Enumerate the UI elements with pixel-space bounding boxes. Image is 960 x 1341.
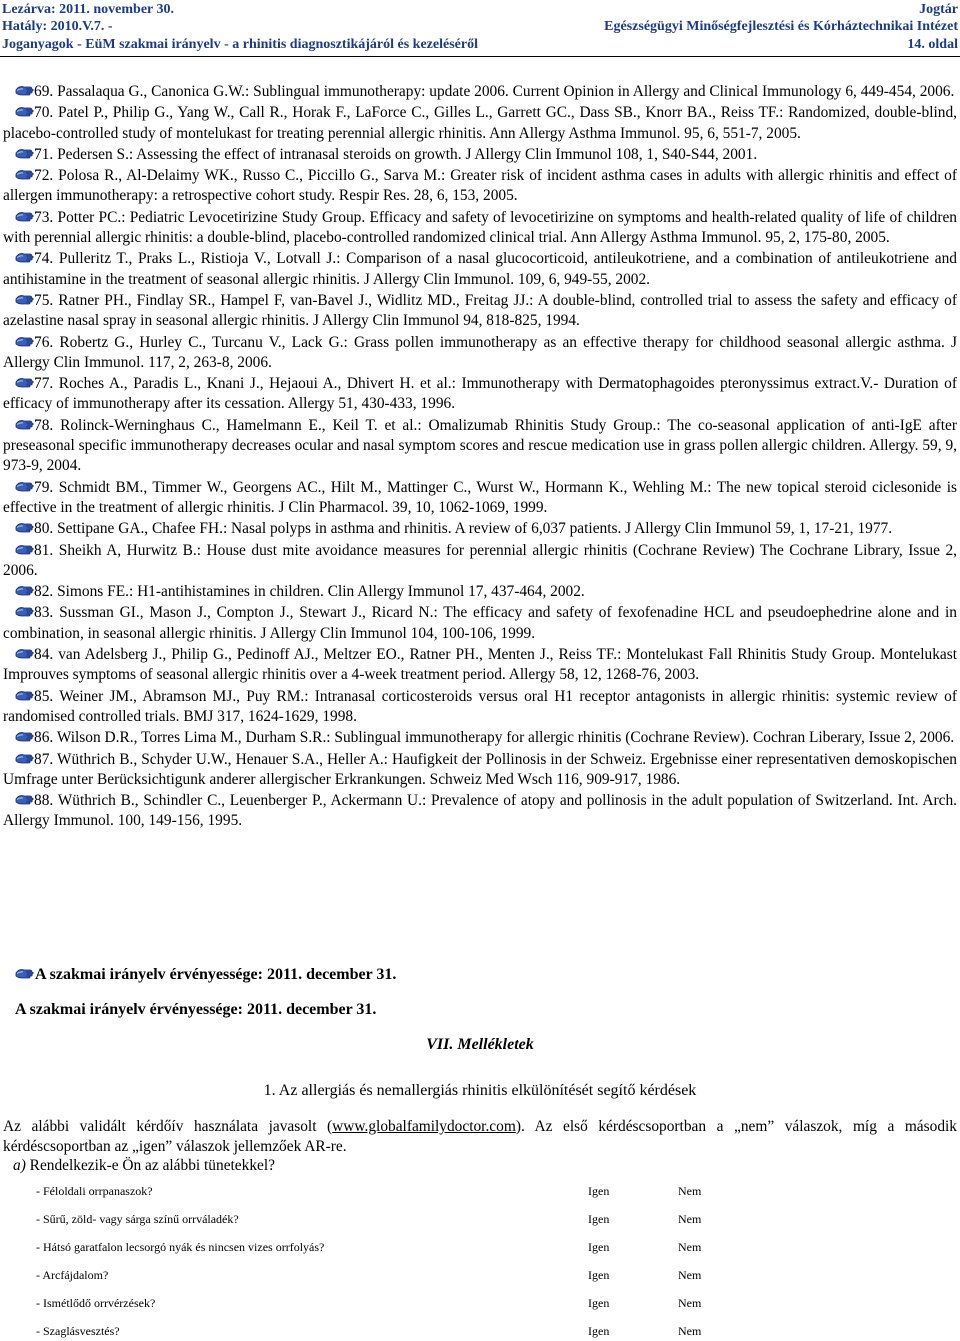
link-hand-icon[interactable] (15, 105, 34, 119)
header-document-title: Joganyagok - EüM szakmai irányelv - a rhinitis diagnosztikájáról és kezeléséről (2, 37, 478, 52)
reference-item (3, 687, 957, 728)
reference-text: Potter PC.: Pediatric Levocetirizine Study Group. Efficacy and safety of levocetirizine on symptoms and health-related quality of life of children with perennial allergic rhinitis: a double-blind, placebo-controlled randomized clinical trial. Ann Allergy Asthma Immunol. 95, 2, 175-80, 2005. (3, 208, 957, 247)
answer-no[interactable]: Nem (678, 1240, 702, 1254)
intro-text-before: Az alábbi validált kérdőív használata javasolt ( (3, 1118, 333, 1135)
reference-item (3, 541, 957, 582)
reference-number: 82. (34, 583, 54, 601)
reference-text: Sussman GI., Mason J., Compton J., Stewart J., Ricard N.: The efficacy and safety of fexofenadine HCL and pseudoephedrine alone and in combination, in seasonal allergic rhinitis. J Allergy Clin Immunol 104, 100-106, 1999. (3, 604, 957, 642)
reference-text: Sheikh A, Hurwitz B.: House dust mite avoidance measures for perennial allergic rhinitis (Cochrane Review) The Cochrane Library, Issue 2, 2006. (3, 541, 957, 579)
symptom-question: - Szaglásvesztés? (36, 1324, 120, 1338)
reference-item (3, 145, 957, 165)
link-hand-icon[interactable] (15, 376, 34, 390)
reference-item (3, 374, 957, 415)
symptom-row (36, 1184, 736, 1212)
answer-yes[interactable]: Igen (588, 1296, 610, 1310)
link-hand-icon[interactable] (15, 605, 34, 619)
reference-item (3, 478, 957, 519)
link-hand-icon[interactable] (15, 335, 34, 349)
reference-number: 87. (34, 750, 54, 768)
reference-item (3, 728, 957, 748)
link-hand-icon (15, 967, 34, 981)
symptom-row (36, 1240, 736, 1268)
reference-number: 77. (34, 375, 54, 393)
header-institute: Egészségügyi Minőségfejlesztési és Kórháztechnikai Intézet (604, 19, 958, 34)
link-hand-icon[interactable] (15, 418, 34, 432)
reference-number: 88. (34, 792, 54, 810)
reference-item (3, 519, 957, 539)
reference-text: Rolinck-Werninghaus C., Hamelmann E., Keil T. et al.: Omalizumab Rhinitis Study Group.: The co-seasonal application of anti-IgE after preseasonal specific immunotherapy decreases ocular and nasal symptom scores and rescue medication use in grass pollen allergic children. Allergy. 59, 9, 973-9, 2004. (3, 416, 957, 475)
reference-number: 76. (34, 333, 54, 351)
reference-number: 69. (34, 83, 54, 100)
section-title: VII. Mellékletek (426, 1036, 534, 1053)
answer-yes[interactable]: Igen (588, 1324, 610, 1338)
reference-item (3, 208, 957, 249)
header-effective-date: Hatály: 2010.V.7. - (2, 19, 113, 34)
link-hand-icon[interactable] (15, 147, 34, 161)
symptom-list (36, 1184, 736, 1341)
symptom-row (36, 1296, 736, 1324)
symptom-question: - Ismétlődő orrvérzések? (36, 1296, 156, 1310)
reference-item (3, 603, 957, 644)
answer-no[interactable]: Nem (678, 1296, 702, 1310)
reference-number: 74. (34, 250, 54, 268)
validity-linked[interactable] (15, 966, 396, 984)
reference-text: Robertz G., Hurley C., Turcanu V., Lack G.: Grass pollen immunotherapy as an effective therapy for childhood seasonal allergic asthma. J Allergy Clin Immunol. 117, 2, 263-8, 2006. (3, 333, 957, 371)
symptom-question: - Arcfájdalom? (36, 1268, 109, 1282)
symptom-question: - Féloldali orrpanaszok? (36, 1184, 153, 1198)
reference-item (3, 791, 957, 832)
symptom-row (36, 1212, 736, 1240)
reference-text: Settipane GA., Chafee FH.: Nasal polyps in asthma and rhinitis. A review of 6,037 patients. J Allergy Clin Immunol 59, 1, 17-21, 1977. (53, 520, 893, 538)
answer-no[interactable]: Nem (678, 1212, 702, 1226)
reference-number: 75. (34, 291, 54, 309)
reference-item (3, 103, 957, 144)
appendix-title: 1. Az allergiás és nemallergiás rhinitis elkülönítését segítő kérdések (263, 1082, 697, 1099)
symptom-question: - Sűrű, zöld- vagy sárga színű orrváladék? (36, 1212, 239, 1226)
reference-item (3, 416, 957, 477)
reference-text: Polosa R., Al-Delaimy WK., Russo C., Piccillo G., Sarva M.: Greater risk of incident asthma cases in adults with allergic rhinitis and effect of allergen immunotherapy: a retrospective cohort study. Respir Res. 28, 6, 153, 2005. (3, 167, 957, 205)
reference-number: 70. (34, 104, 54, 122)
reference-item (3, 166, 957, 207)
answer-no[interactable]: Nem (678, 1184, 702, 1198)
link-hand-icon[interactable] (15, 168, 34, 182)
reference-text: Roches A., Paradis L., Knani J., Hejaoui A., Dhivert H. et al.: Immunotherapy with Dermatophagoides pteronyssimus extract.V.- Duration of efficacy of immunotherapy after its cessation. Allergy 51, 430-433, 1996. (3, 375, 957, 413)
reference-number: 83. (34, 604, 54, 622)
symptom-question: - Hátsó garatfalon lecsorgó nyák és nincsen vizes orrfolyás? (36, 1240, 325, 1254)
reference-item (3, 750, 957, 791)
answer-yes[interactable]: Igen (588, 1212, 610, 1226)
reference-text: Ratner PH., Findlay SR., Hampel F, van-Bavel J., Widlitz MD., Freitag JJ.: A double-blind, controlled trial to assess the safety and efficacy of azelastine nasal spray in seasonal allergic rhinitis. J Allergy Clin Immunol 94, 818-825, 1994. (3, 291, 957, 330)
reference-text: van Adelsberg J., Philip G., Pedinoff AJ., Meltzer EO., Ratner PH., Menten J., Reiss TF.: Montelukast Fall Rhinitis Study Group. Montelukast Improuves symptoms of seasonal allergic rhinitis over a 4-week treatment period. Allergy 58, 12, 1268-76, 2003. (3, 646, 957, 684)
reference-item (3, 333, 957, 374)
answer-yes[interactable]: Igen (588, 1240, 610, 1254)
link-hand-icon[interactable] (15, 84, 34, 98)
reference-number: 79. (34, 478, 54, 496)
reference-list (3, 82, 957, 832)
reference-text: Passalaqua G., Canonica G.W.: Sublingual immunotherapy: update 2006. Current Opinion in Allergy and Clinical Immunology 6, 449-454, 2006. (53, 83, 955, 100)
question-a-text: Rendelkezik-e Ön az alábbi tünetekkel? (25, 1157, 275, 1174)
validity-statement: A szakmai irányelv érvényessége: 2011. december 31. (15, 1001, 377, 1018)
reference-text: Schmidt BM., Timmer W., Georgens AC., Hilt M., Mattinger C., Wurst W., Hormann K., Wehling M.: The new topical steroid ciclesonide is effective in the treatment of allergic rhinitis. J Clin Pharmacol. 39, 10, 1062-1069, 1999. (3, 478, 957, 516)
reference-number: 85. (34, 687, 54, 705)
answer-yes[interactable]: Igen (588, 1268, 610, 1282)
link-hand-icon[interactable] (15, 251, 34, 265)
reference-text: Pedersen S.: Assessing the effect of intranasal steroids on growth. J Allergy Clin Immunol 108, 1, S40-S44, 2001. (53, 145, 758, 163)
link-hand-icon[interactable] (15, 293, 34, 307)
reference-number: 81. (34, 541, 54, 559)
reference-item (3, 249, 957, 290)
intro-text-after: ). Az első kérdéscsoportban a „nem” válaszok, míg a második kérdéscsoportban az „igen” válaszok jellemzőek AR-re. (3, 1118, 957, 1156)
reference-text: Wilson D.R., Torres Lima M., Durham S.R.: Sublingual immunotherapy for allergic rhinitis (Cochrane Review). Cochran Liberary, Issue 2, 2006. (53, 729, 955, 747)
reference-number: 84. (34, 646, 54, 664)
reference-item (3, 291, 957, 332)
question-a-marker: a) (13, 1157, 26, 1174)
reference-text: Pulleritz T., Praks L., Ristioja V., Lotvall J.: Comparison of a nasal glucocorticoid, antileukotriene, and a combination of antileukotriene and antihistamine in the treatment of seasonal allergic rhinitis. J Allergy Clin Immunol. 109, 6, 949-55, 2002. (3, 250, 957, 288)
answer-no[interactable]: Nem (678, 1268, 702, 1282)
reference-item (3, 645, 957, 686)
link-hand-icon[interactable] (15, 480, 34, 494)
link-hand-icon[interactable] (15, 543, 34, 557)
link-hand-icon[interactable] (15, 689, 34, 703)
reference-number: 78. (34, 416, 54, 434)
intro-paragraph (3, 1117, 957, 1158)
link-hand-icon[interactable] (15, 730, 34, 744)
reference-number: 86. (34, 729, 54, 747)
header-page-number: 14. oldal (907, 37, 958, 52)
header-closing-date: Lezárva: 2011. november 30. (2, 2, 174, 17)
link-hand-icon[interactable] (15, 210, 34, 224)
symptom-row (36, 1268, 736, 1296)
reference-number: 80. (34, 520, 54, 538)
reference-text: Patel P., Philip G., Yang W., Call R., Horak F., LaForce C., Gilles L., Garrett GC., Dass SB., Knorr BA., Reiss TF.: Randomized, double-blind, placebo-controlled study of montelukast for treating perennial allergic rhinitis. Ann Allergy Asthma Immunol. 95, 6, 551-7, 2005. (3, 104, 957, 142)
reference-item (3, 582, 957, 602)
reference-text: Wüthrich B., Schyder U.W., Henauer S.A., Heller A.: Haufigkeit der Pollinosis in der Schweiz. Ergebnisse einer representativen demoskopischen Umfrage unter Berücksichtigunk anderer allergischer Erkrankungen. Schweiz Med Wsch 116, 909-917, 1986. (3, 750, 957, 788)
reference-number: 71. (34, 145, 54, 163)
reference-number: 73. (34, 208, 54, 226)
link-hand-icon[interactable] (15, 793, 34, 807)
link-hand-icon[interactable] (15, 647, 34, 661)
reference-number: 72. (34, 167, 54, 185)
reference-item (3, 82, 957, 102)
reference-text: Simons FE.: H1-antihistamines in children. Clin Allergy Immunol 17, 437-464, 2002. (53, 583, 585, 601)
symptom-row (36, 1324, 736, 1341)
validity-linked-text: A szakmai irányelv érvényessége: 2011. december 31. (35, 966, 397, 983)
reference-text: Wüthrich B., Schindler C., Leuenberger P., Ackermann U.: Prevalence of atopy and pollinosis in the adult population of Switzerland. Int. Arch. Allergy Immunol. 100, 149-156, 1995. (3, 792, 957, 830)
answer-yes[interactable]: Igen (588, 1184, 610, 1198)
website-link[interactable]: www.globalfamilydoctor.com (332, 1118, 516, 1135)
answer-no[interactable]: Nem (678, 1324, 702, 1338)
link-hand-icon[interactable] (15, 752, 34, 766)
link-hand-icon[interactable] (15, 521, 34, 535)
header-divider (0, 56, 960, 57)
link-hand-icon[interactable] (15, 584, 34, 598)
question-a (13, 1157, 275, 1175)
reference-text: Weiner JM., Abramson MJ., Puy RM.: Intranasal corticosteroids versus oral H1 receptor antagonists in allergic rhinitis: systemic review of randomised controlled trials. BMJ 317, 1624-1629, 1998. (3, 687, 957, 725)
header-publisher: Jogtár (919, 2, 958, 17)
